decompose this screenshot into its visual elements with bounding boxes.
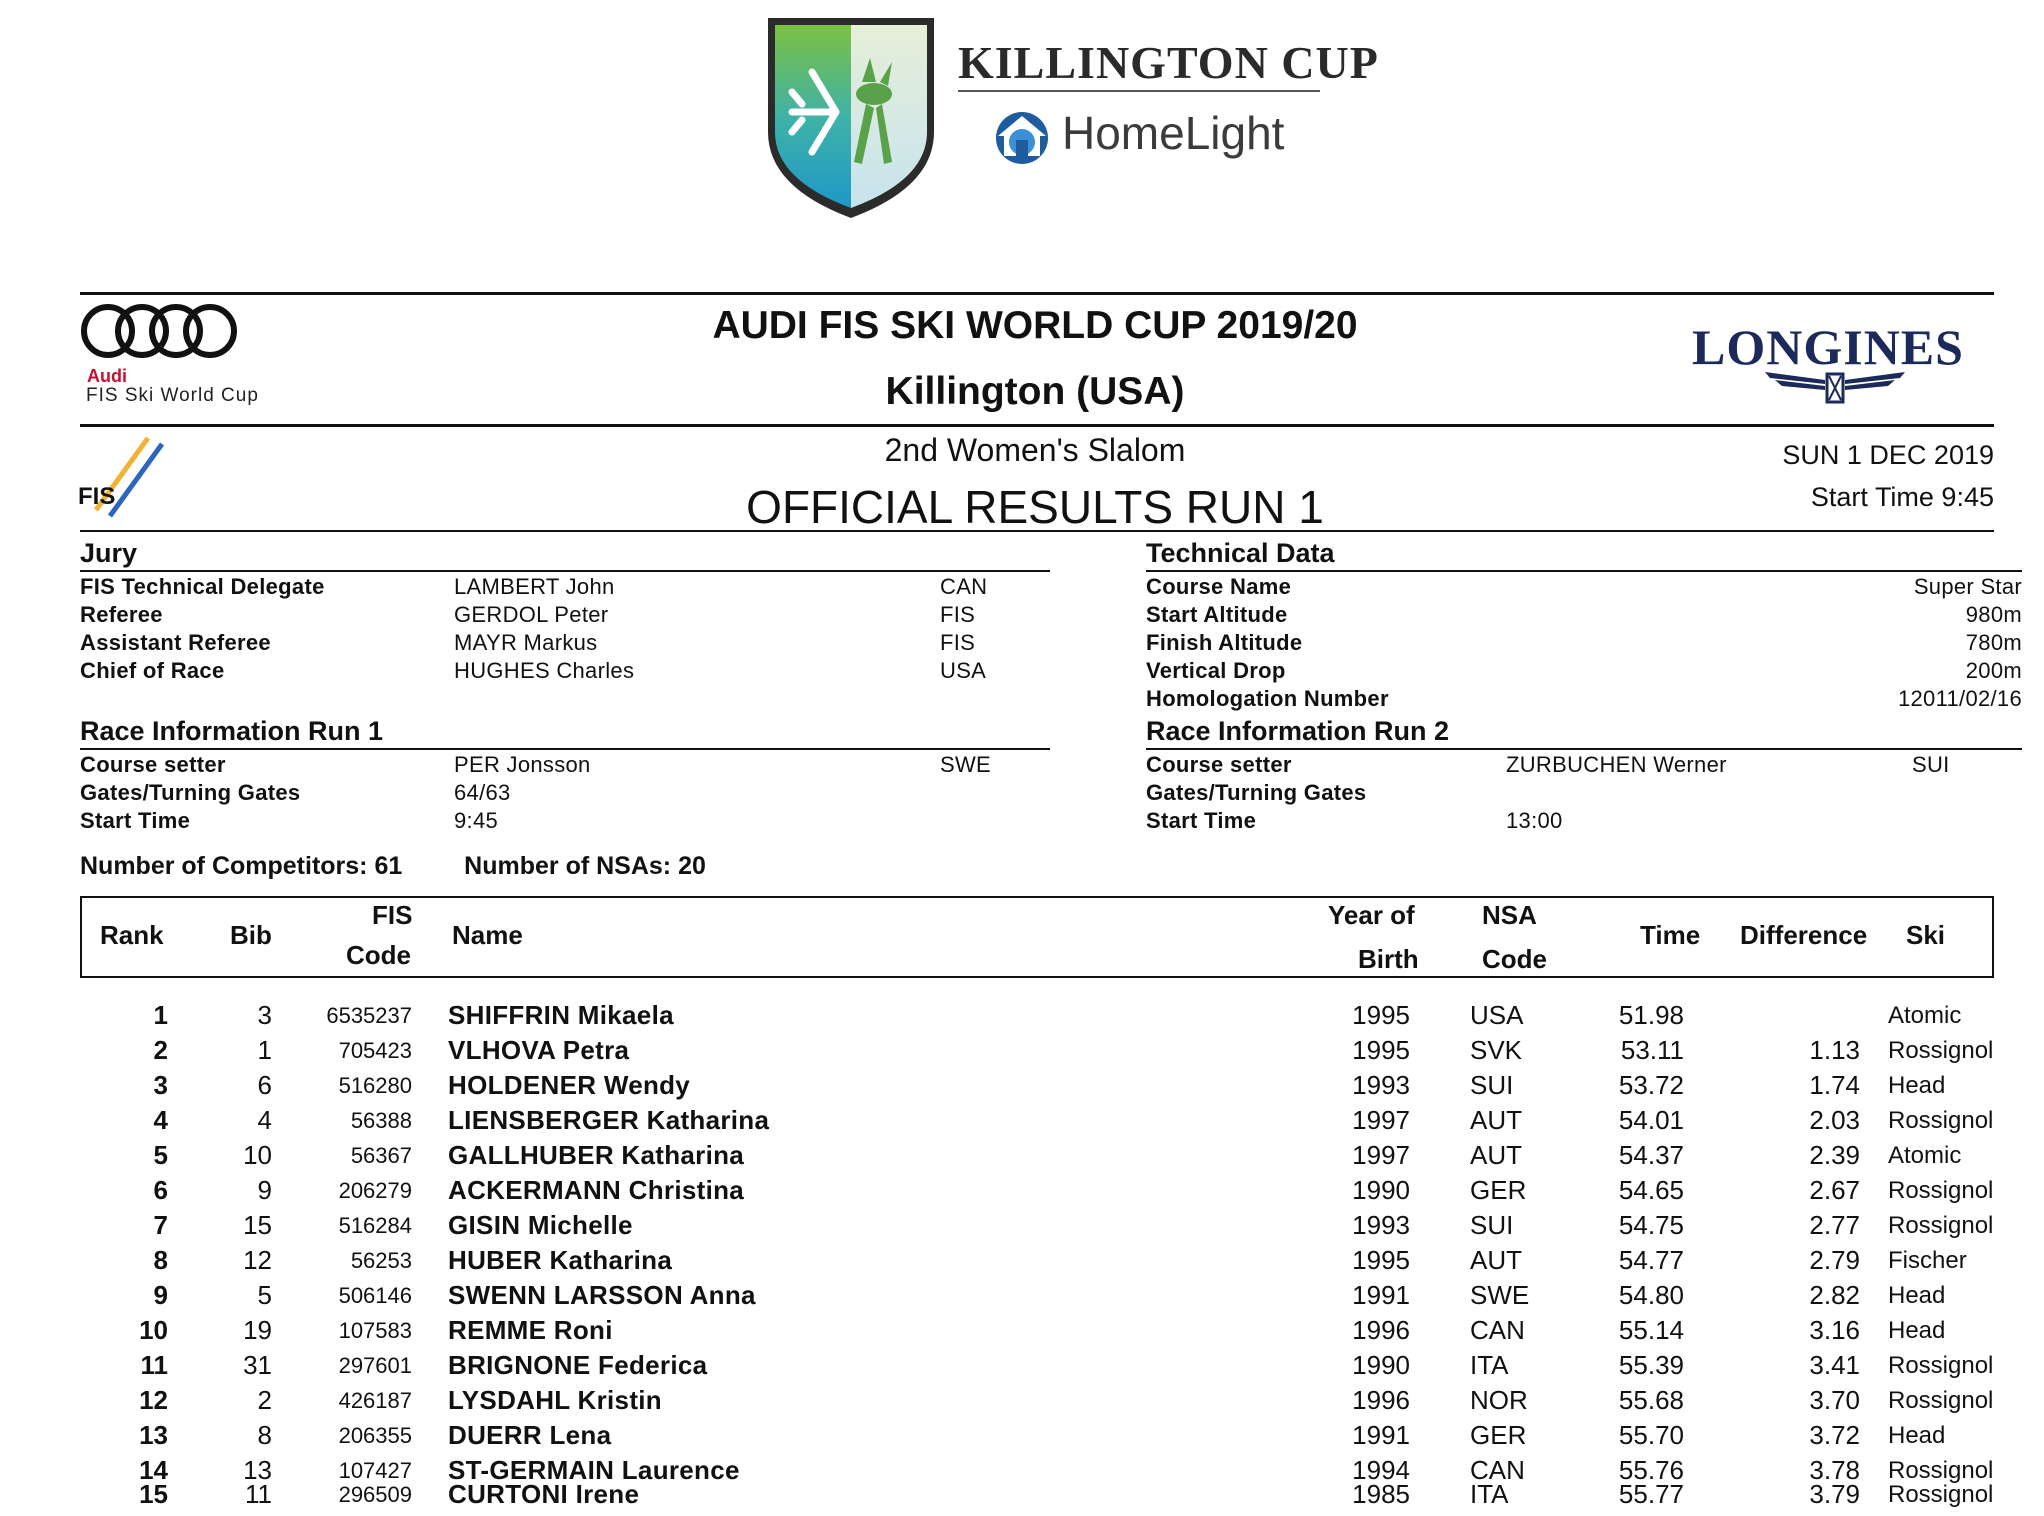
cell-difference: 2.67 xyxy=(1809,1175,1860,1205)
col-header-time: Time xyxy=(1640,920,1701,950)
run1-info-nation: SWE xyxy=(940,752,992,777)
run1-info-value: PER Jonsson xyxy=(454,752,591,777)
jury-person: GERDOL Peter xyxy=(454,602,609,627)
competitors-count: 61 xyxy=(374,852,403,880)
fis-logo-text: FIS xyxy=(78,483,116,510)
cell-rank: 15 xyxy=(139,1479,168,1509)
cell-bib: 9 xyxy=(257,1175,272,1205)
cell-bib: 15 xyxy=(243,1210,272,1240)
event-place: Killington (USA) xyxy=(885,370,1185,413)
cell-rank: 9 xyxy=(153,1280,168,1310)
cell-time: 51.98 xyxy=(1618,1000,1684,1030)
cell-ski: Rossignol xyxy=(1888,1457,1994,1484)
cell-nsa-code: AUT xyxy=(1470,1105,1522,1135)
jury-nation: FIS xyxy=(940,602,976,627)
cell-difference: 3.72 xyxy=(1809,1420,1860,1450)
race-start-time: Start Time 9:45 xyxy=(1810,482,1994,512)
run2-info-label: Course setter xyxy=(1146,752,1292,777)
run1-info-label: Gates/Turning Gates xyxy=(80,780,301,805)
col-header-nsa-code: Code xyxy=(1482,944,1547,974)
cell-name: CURTONI Irene xyxy=(448,1479,640,1509)
race-date: SUN 1 DEC 2019 xyxy=(1782,440,1994,470)
technical-title: Technical Data xyxy=(1146,538,1335,568)
technical-label: Start Altitude xyxy=(1146,602,1288,627)
cell-bib: 8 xyxy=(257,1420,272,1450)
table-row xyxy=(0,1140,2044,1175)
table-row xyxy=(0,1210,2044,1245)
cell-bib: 13 xyxy=(243,1455,272,1485)
run2-info-nation: SUI xyxy=(1912,752,1950,777)
col-header-rank: Rank xyxy=(100,920,164,950)
cell-nsa-code: AUT xyxy=(1470,1140,1522,1170)
jury-person: MAYR Markus xyxy=(454,630,598,655)
cell-ski: Head xyxy=(1888,1072,1946,1099)
table-row xyxy=(0,1245,2044,1280)
cell-bib: 3 xyxy=(257,1000,272,1030)
cell-nsa-code: SVK xyxy=(1470,1035,1523,1065)
cell-name: GISIN Michelle xyxy=(448,1210,633,1240)
technical-value: 980m xyxy=(1965,602,2022,627)
jury-title: Jury xyxy=(80,538,138,568)
cell-year-of-birth: 1990 xyxy=(1352,1175,1410,1205)
cell-time: 54.01 xyxy=(1618,1105,1684,1135)
cell-fis-code: 516284 xyxy=(338,1213,412,1238)
cell-rank: 2 xyxy=(153,1035,168,1065)
race-name: 2nd Women's Slalom xyxy=(884,432,1186,468)
cell-difference: 3.16 xyxy=(1809,1315,1860,1345)
cell-year-of-birth: 1993 xyxy=(1352,1210,1410,1240)
cell-fis-code: 506146 xyxy=(338,1283,412,1308)
cell-rank: 14 xyxy=(139,1455,168,1485)
cell-rank: 11 xyxy=(140,1350,168,1380)
cell-nsa-code: ITA xyxy=(1470,1350,1509,1380)
col-header-yob-birth: Birth xyxy=(1358,944,1419,974)
cell-ski: Head xyxy=(1888,1317,1946,1344)
jury-nation: USA xyxy=(940,658,987,683)
cell-ski: Head xyxy=(1888,1422,1946,1449)
cell-nsa-code: CAN xyxy=(1470,1455,1525,1485)
cell-bib: 1 xyxy=(257,1035,272,1065)
cell-rank: 12 xyxy=(139,1385,168,1415)
cell-ski: Atomic xyxy=(1888,1002,1962,1029)
run1-info-value: 9:45 xyxy=(454,808,499,833)
cell-time: 54.75 xyxy=(1618,1210,1684,1240)
cell-time: 54.65 xyxy=(1618,1175,1684,1205)
cell-fis-code: 56253 xyxy=(350,1248,412,1273)
col-header-fis-code: Code xyxy=(346,940,411,970)
cell-year-of-birth: 1995 xyxy=(1352,1245,1410,1275)
cell-name: GALLHUBER Katharina xyxy=(448,1140,745,1170)
cell-nsa-code: GER xyxy=(1470,1175,1527,1205)
homelight-house-icon xyxy=(992,106,1052,166)
cell-ski: Rossignol xyxy=(1888,1177,1994,1204)
cell-fis-code: 107427 xyxy=(338,1458,412,1483)
cell-difference: 1.74 xyxy=(1809,1070,1860,1100)
cell-fis-code: 56388 xyxy=(350,1108,412,1133)
cell-fis-code: 516280 xyxy=(338,1073,412,1098)
audi-subtitle: FIS Ski World Cup xyxy=(86,385,259,406)
run1-info-rule xyxy=(80,748,1050,750)
cell-time: 55.39 xyxy=(1618,1350,1684,1380)
cell-year-of-birth: 1995 xyxy=(1352,1000,1410,1030)
cell-fis-code: 56367 xyxy=(350,1143,412,1168)
cell-year-of-birth: 1993 xyxy=(1352,1070,1410,1100)
cell-time: 55.70 xyxy=(1618,1420,1684,1450)
cell-time: 55.68 xyxy=(1618,1385,1684,1415)
table-row xyxy=(0,1420,2044,1455)
cell-time: 53.72 xyxy=(1618,1070,1684,1100)
cell-ski: Rossignol xyxy=(1888,1037,1994,1064)
header-mid-rule xyxy=(80,424,1994,427)
jury-nation: FIS xyxy=(940,630,976,655)
run1-info-title: Race Information Run 1 xyxy=(80,716,384,746)
longines-wordmark: LONGINES xyxy=(1692,319,1964,375)
cell-ski: Rossignol xyxy=(1888,1352,1994,1379)
table-row xyxy=(0,1070,2044,1105)
technical-value: 200m xyxy=(1965,658,2022,683)
run2-info-title: Race Information Run 2 xyxy=(1146,716,1450,746)
cell-difference: 3.70 xyxy=(1809,1385,1860,1415)
cell-name: SWENN LARSSON Anna xyxy=(448,1280,756,1310)
cell-ski: Rossignol xyxy=(1888,1107,1994,1134)
table-row xyxy=(0,1350,2044,1385)
cell-bib: 2 xyxy=(257,1385,272,1415)
cell-difference: 3.78 xyxy=(1809,1455,1860,1485)
cell-rank: 4 xyxy=(153,1105,168,1135)
cell-difference: 1.13 xyxy=(1809,1035,1860,1065)
cell-year-of-birth: 1997 xyxy=(1352,1140,1410,1170)
table-row xyxy=(0,1000,2044,1035)
cell-difference: 3.79 xyxy=(1809,1479,1860,1509)
technical-label: Homologation Number xyxy=(1146,686,1389,711)
audi-rings-logo xyxy=(80,302,240,360)
cell-nsa-code: AUT xyxy=(1470,1245,1522,1275)
cell-rank: 6 xyxy=(153,1175,168,1205)
cell-time: 55.14 xyxy=(1618,1315,1684,1345)
cell-fis-code: 206279 xyxy=(338,1178,412,1203)
homelight-wordmark: HomeLight xyxy=(1062,107,1285,159)
jury-nation: CAN xyxy=(940,574,988,599)
cell-year-of-birth: 1997 xyxy=(1352,1105,1410,1135)
cell-fis-code: 705423 xyxy=(338,1038,412,1063)
competitor-counts xyxy=(80,852,706,881)
cell-bib: 4 xyxy=(257,1105,272,1135)
run1-info-value: 64/63 xyxy=(454,780,511,805)
cell-year-of-birth: 1991 xyxy=(1352,1420,1410,1450)
cell-name: HOLDENER Wendy xyxy=(448,1070,691,1100)
table-row xyxy=(0,1280,2044,1315)
jury-label: Referee xyxy=(80,602,163,627)
event-title: AUDI FIS SKI WORLD CUP 2019/20 xyxy=(712,304,1358,347)
cell-time: 54.77 xyxy=(1618,1245,1684,1275)
cell-fis-code: 6535237 xyxy=(326,1003,412,1028)
nsas-count: 20 xyxy=(678,852,706,880)
cell-nsa-code: GER xyxy=(1470,1420,1527,1450)
cell-bib: 10 xyxy=(243,1140,272,1170)
cell-rank: 13 xyxy=(139,1420,168,1450)
jury-rule xyxy=(80,570,1050,572)
cell-bib: 11 xyxy=(245,1479,272,1509)
cup-title-rule xyxy=(958,90,1320,92)
col-header-difference: Difference xyxy=(1740,920,1868,950)
cell-year-of-birth: 1996 xyxy=(1352,1315,1410,1345)
col-header-yob: Year of xyxy=(1328,900,1415,930)
run2-info-label: Start Time xyxy=(1146,808,1257,833)
cell-name: HUBER Katharina xyxy=(448,1245,673,1275)
cell-name: BRIGNONE Federica xyxy=(448,1350,708,1380)
cell-name: SHIFFRIN Mikaela xyxy=(448,1000,674,1030)
cell-ski: Atomic xyxy=(1888,1142,1962,1169)
technical-value: 780m xyxy=(1965,630,2022,655)
cell-nsa-code: SWE xyxy=(1470,1280,1530,1310)
cell-year-of-birth: 1985 xyxy=(1352,1479,1410,1509)
run2-info-value: ZURBUCHEN Werner xyxy=(1506,752,1727,777)
cell-rank: 3 xyxy=(153,1070,168,1100)
cell-fis-code: 206355 xyxy=(338,1423,412,1448)
cell-difference: 2.82 xyxy=(1809,1280,1860,1310)
cell-name: ACKERMANN Christina xyxy=(448,1175,745,1205)
cell-name: DUERR Lena xyxy=(448,1420,612,1450)
run1-info-label: Start Time xyxy=(80,808,191,833)
col-header-ski: Ski xyxy=(1906,920,1946,950)
cell-nsa-code: SUI xyxy=(1470,1210,1514,1240)
table-row xyxy=(0,1105,2044,1140)
col-header-nsa: NSA xyxy=(1482,900,1537,930)
cell-rank: 7 xyxy=(153,1210,168,1240)
cell-rank: 8 xyxy=(153,1245,168,1275)
cell-ski: Rossignol xyxy=(1888,1212,1994,1239)
jury-person: LAMBERT John xyxy=(454,574,615,599)
technical-label: Course Name xyxy=(1146,574,1292,599)
cell-bib: 12 xyxy=(243,1245,272,1275)
header-top-rule xyxy=(80,292,1994,295)
cell-year-of-birth: 1995 xyxy=(1352,1035,1410,1065)
cell-name: REMME Roni xyxy=(448,1315,613,1345)
run2-info-rule xyxy=(1146,748,2022,750)
cell-rank: 5 xyxy=(153,1140,168,1170)
technical-value: Super Star xyxy=(1913,574,2022,599)
cell-time: 53.11 xyxy=(1620,1035,1684,1065)
cell-fis-code: 297601 xyxy=(338,1353,412,1378)
cell-name: LIENSBERGER Katharina xyxy=(448,1105,770,1135)
technical-value: 12011/02/16 xyxy=(1897,686,2022,711)
competitors-label: Number of Competitors: xyxy=(80,852,368,880)
jury-person: HUGHES Charles xyxy=(454,658,635,683)
run2-info-value: 13:00 xyxy=(1506,808,1563,833)
cell-year-of-birth: 1994 xyxy=(1352,1455,1410,1485)
cell-nsa-code: USA xyxy=(1470,1000,1524,1030)
cell-year-of-birth: 1990 xyxy=(1352,1350,1410,1380)
cell-ski: Head xyxy=(1888,1282,1946,1309)
cell-rank: 10 xyxy=(139,1315,168,1345)
fis-logo xyxy=(78,430,178,530)
run1-info-label: Course setter xyxy=(80,752,226,777)
table-row xyxy=(0,1479,2044,1514)
jury-label: Chief of Race xyxy=(80,658,225,683)
cell-fis-code: 426187 xyxy=(338,1388,412,1413)
cell-ski: Fischer xyxy=(1888,1247,1967,1274)
cell-bib: 19 xyxy=(243,1315,272,1345)
cell-difference: 2.77 xyxy=(1809,1210,1860,1240)
cell-name: VLHOVA Petra xyxy=(448,1035,630,1065)
cell-bib: 31 xyxy=(243,1350,272,1380)
longines-wings-icon xyxy=(1760,366,1910,406)
jury-label: Assistant Referee xyxy=(80,630,271,655)
cell-nsa-code: SUI xyxy=(1470,1070,1514,1100)
cell-difference: 2.39 xyxy=(1809,1140,1860,1170)
cell-time: 54.80 xyxy=(1618,1280,1684,1310)
table-row xyxy=(0,1315,2044,1350)
cell-year-of-birth: 1996 xyxy=(1352,1385,1410,1415)
cell-difference: 2.79 xyxy=(1809,1245,1860,1275)
cell-time: 54.37 xyxy=(1618,1140,1684,1170)
cell-rank: 1 xyxy=(153,1000,168,1030)
cell-name: LYSDAHL Kristin xyxy=(448,1385,662,1415)
cell-fis-code: 296509 xyxy=(338,1482,412,1507)
cup-title: KILLINGTON CUP xyxy=(958,37,1379,88)
killington-shield-logo xyxy=(762,12,940,224)
table-row xyxy=(0,1175,2044,1210)
cell-time: 55.76 xyxy=(1618,1455,1684,1485)
technical-label: Finish Altitude xyxy=(1146,630,1303,655)
cell-nsa-code: CAN xyxy=(1470,1315,1525,1345)
cell-year-of-birth: 1991 xyxy=(1352,1280,1410,1310)
audi-wordmark: Audi xyxy=(87,366,127,386)
jury-label: FIS Technical Delegate xyxy=(80,574,325,599)
run2-info-label: Gates/Turning Gates xyxy=(1146,780,1367,805)
cell-ski: Rossignol xyxy=(1888,1387,1994,1414)
cell-difference: 2.03 xyxy=(1809,1105,1860,1135)
technical-label: Vertical Drop xyxy=(1146,658,1286,683)
cell-nsa-code: ITA xyxy=(1470,1479,1509,1509)
cell-time: 55.77 xyxy=(1618,1479,1684,1509)
table-row xyxy=(0,1035,2044,1070)
cell-difference: 3.41 xyxy=(1809,1350,1860,1380)
cell-nsa-code: NOR xyxy=(1470,1385,1528,1415)
col-header-fis: FIS xyxy=(372,900,413,930)
cell-bib: 5 xyxy=(257,1280,272,1310)
table-row xyxy=(0,1385,2044,1420)
nsas-label: Number of NSAs: xyxy=(464,852,672,880)
cell-fis-code: 107583 xyxy=(338,1318,412,1343)
cell-bib: 6 xyxy=(257,1070,272,1100)
col-header-bib: Bib xyxy=(230,920,272,950)
cell-name: ST-GERMAIN Laurence xyxy=(448,1455,740,1485)
col-header-name: Name xyxy=(452,920,523,950)
technical-rule xyxy=(1146,570,2022,572)
cell-ski: Rossignol xyxy=(1888,1481,1994,1508)
race-type: OFFICIAL RESULTS RUN 1 xyxy=(746,481,1324,533)
